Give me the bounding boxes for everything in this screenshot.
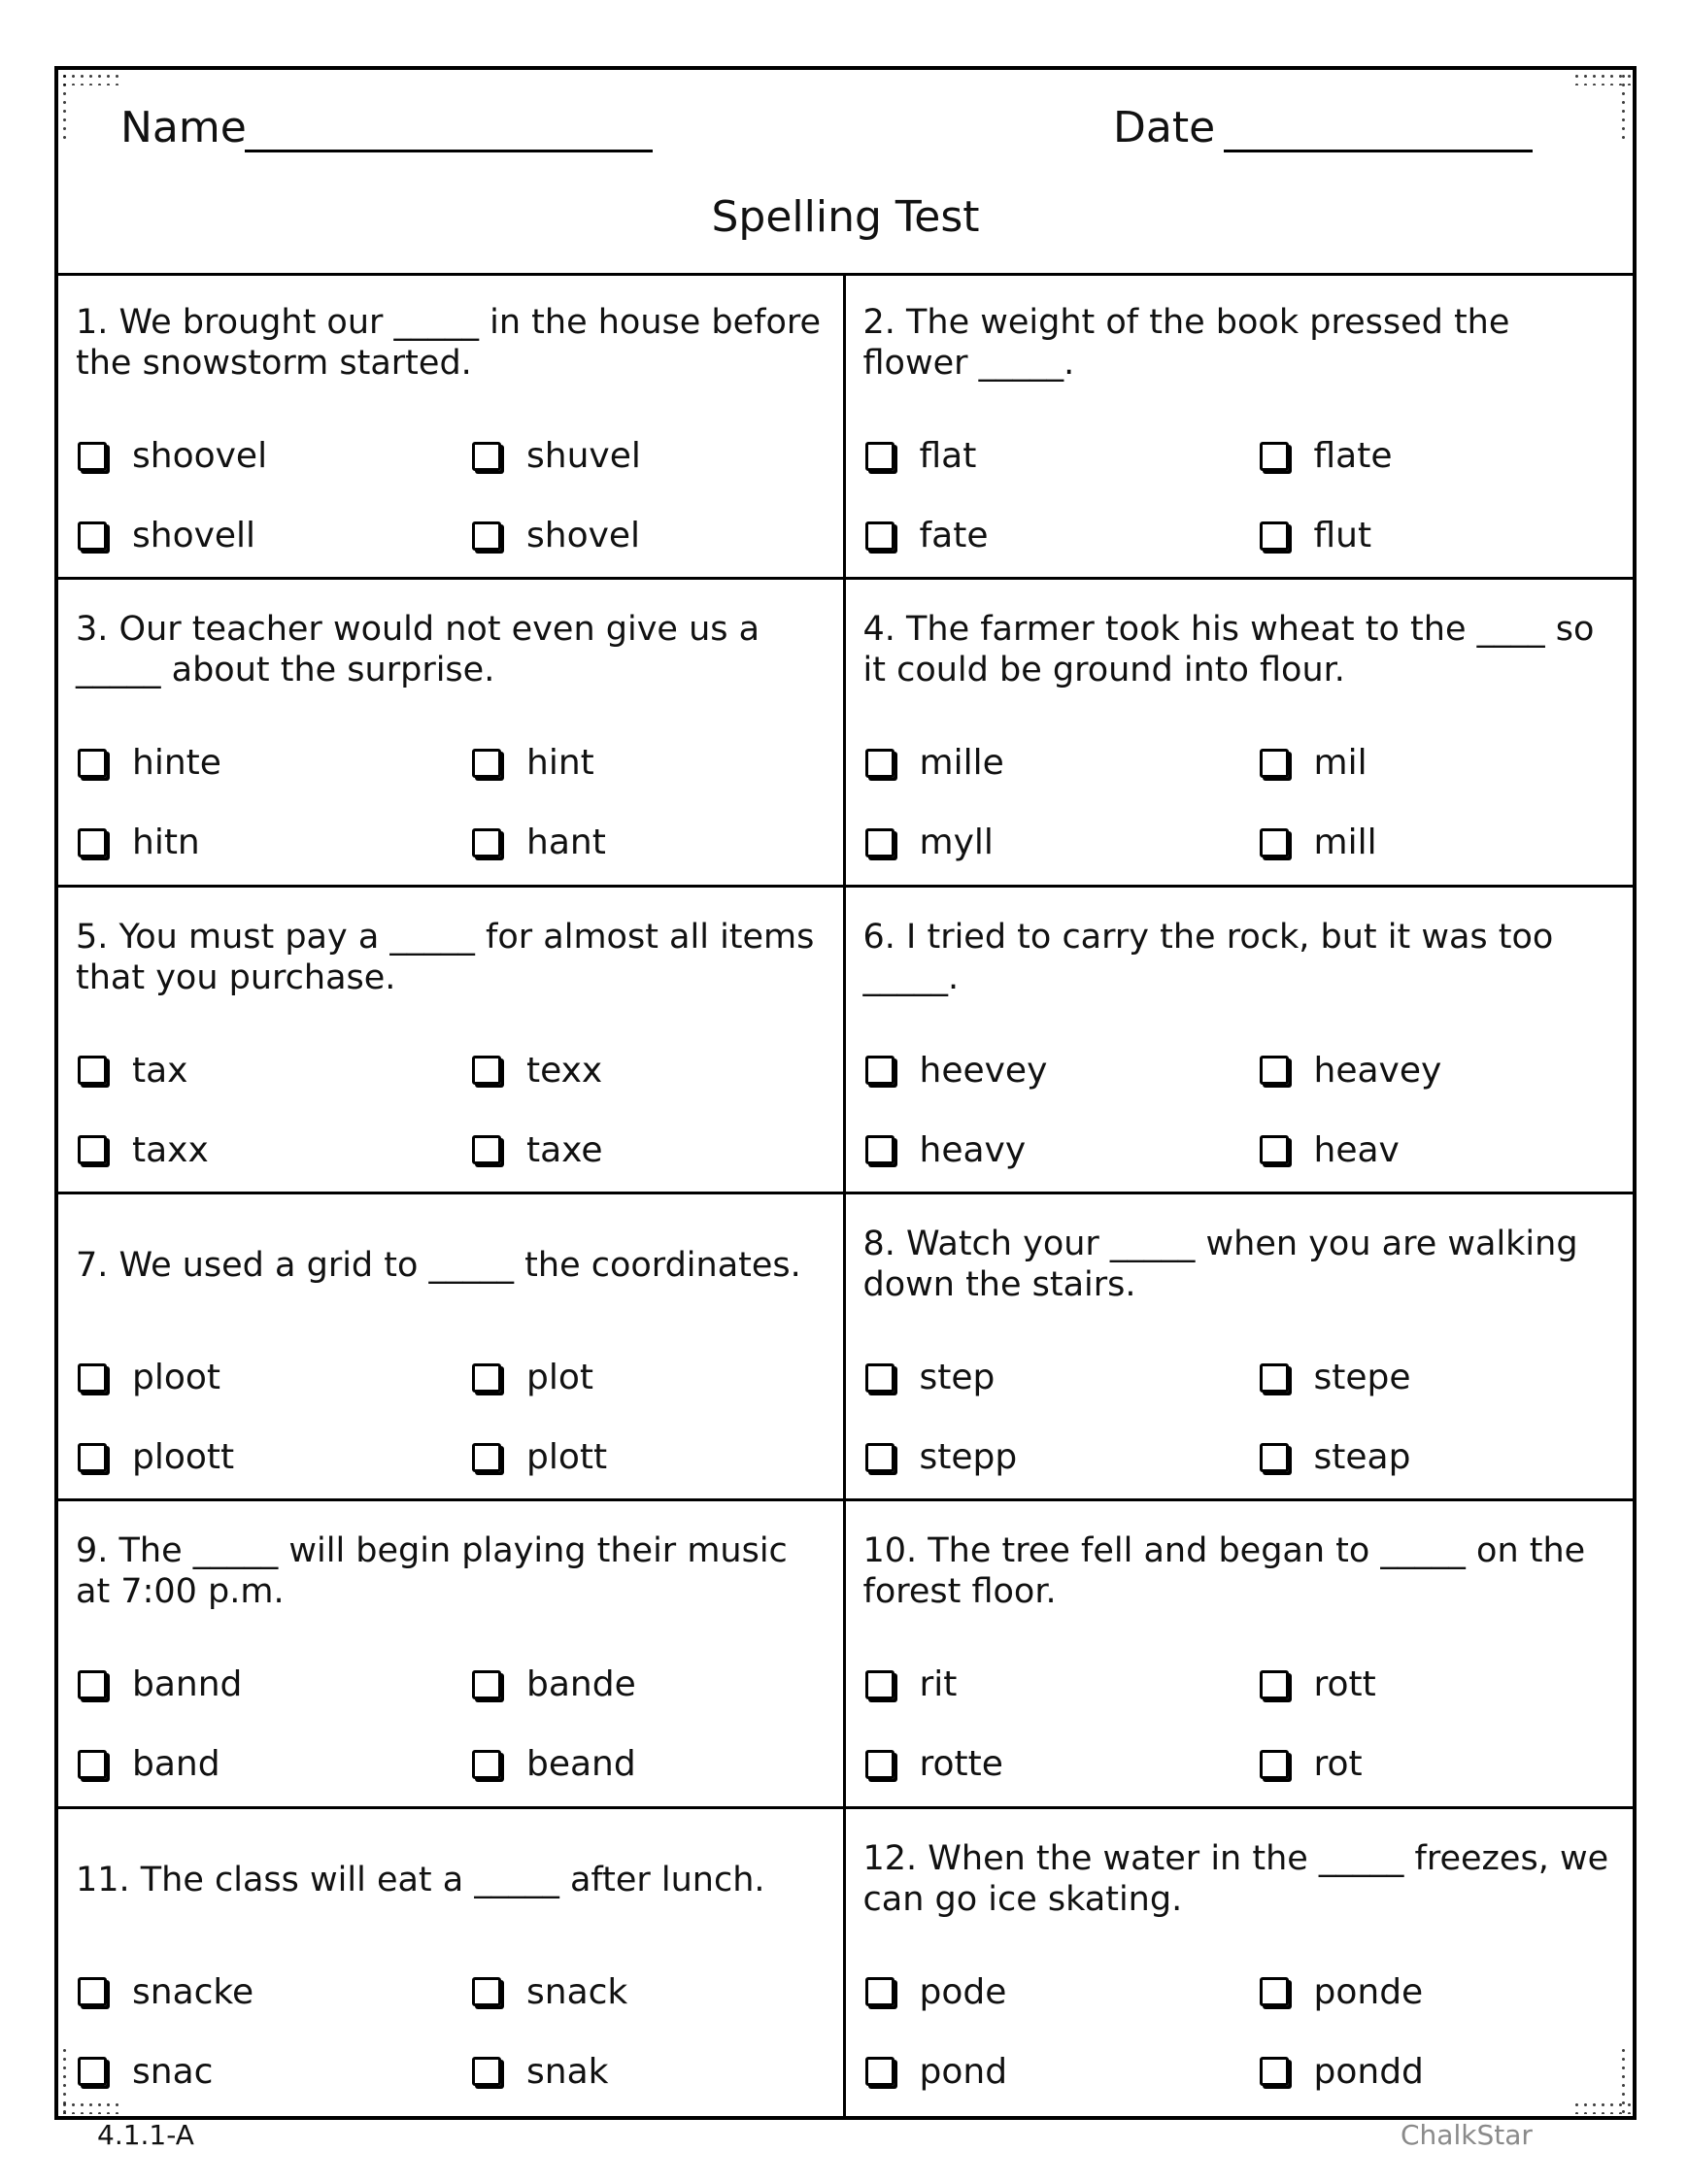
question-text: 4. The farmer took his wheat to the ____ so it could be ground into flour.	[862, 610, 1595, 690]
answer-option[interactable]	[472, 1437, 607, 1477]
answer-option[interactable]	[472, 1972, 627, 2012]
answer-option-label: steap	[1313, 1437, 1411, 1477]
answer-option[interactable]	[78, 436, 267, 476]
answer-option[interactable]	[472, 823, 606, 862]
page-title: Spelling Test	[711, 192, 980, 242]
answer-option-label: hitn	[132, 823, 200, 863]
answer-option-label: tax	[132, 1050, 188, 1091]
checkbox-icon[interactable]	[1260, 1443, 1289, 1472]
checkbox-icon[interactable]	[472, 1135, 501, 1164]
checkbox-icon[interactable]	[78, 1750, 107, 1779]
checkbox-icon[interactable]	[865, 828, 895, 857]
answer-option[interactable]	[1260, 1664, 1376, 1704]
answer-option-label: heevey	[919, 1050, 1048, 1091]
answer-option-label: ploott	[132, 1437, 235, 1477]
checkbox-icon[interactable]	[472, 2057, 501, 2086]
answer-option-label: myll	[919, 823, 994, 863]
answer-option[interactable]	[472, 1664, 636, 1704]
answer-option[interactable]	[78, 823, 200, 862]
checkbox-icon[interactable]	[1260, 1750, 1289, 1779]
answer-option[interactable]	[1260, 743, 1367, 783]
question-cell	[58, 1501, 846, 1808]
question-text: 8. Watch your _____ when you are walking down the stairs.	[862, 1225, 1578, 1304]
answer-option[interactable]	[78, 1051, 187, 1091]
answer-option-label: hant	[526, 823, 606, 863]
answer-option[interactable]	[865, 823, 994, 862]
answer-option-label: shoovel	[132, 436, 268, 476]
question-text: 12. When the water in the _____ freezes, we can go ice skating.	[862, 1838, 1609, 1919]
answer-option-label: ponde	[1313, 1971, 1424, 2012]
answer-option-label: rotte	[919, 1744, 1003, 1785]
answer-option-label: taxx	[132, 1129, 209, 1170]
answer-option[interactable]	[1260, 823, 1377, 862]
answer-option-label: snak	[526, 2051, 609, 2092]
checkbox-icon[interactable]	[78, 521, 107, 551]
answer-option-label: stepp	[919, 1437, 1018, 1477]
checkbox-icon[interactable]	[472, 1056, 501, 1085]
checkbox-icon[interactable]	[1260, 828, 1289, 857]
question-text: 5. You must pay a _____ for almost all items that you purchase.	[76, 917, 815, 997]
answer-option-label: bannd	[132, 1664, 243, 1705]
answer-option-label: ploot	[132, 1358, 221, 1397]
answer-option-label: heavey	[1313, 1050, 1442, 1091]
answer-option[interactable]	[1260, 436, 1393, 476]
answer-option[interactable]	[78, 1744, 220, 1784]
test-sheet	[54, 66, 1637, 2120]
answer-option-label: fate	[919, 516, 989, 555]
checkbox-icon[interactable]	[78, 1977, 107, 2006]
answer-option[interactable]	[1260, 1051, 1442, 1091]
answer-option-label: shovel	[526, 516, 641, 555]
question-cell	[58, 888, 846, 1194]
checkbox-icon[interactable]	[865, 521, 895, 551]
checkbox-icon[interactable]	[472, 828, 501, 857]
question-cell	[846, 888, 1634, 1194]
answer-option[interactable]	[1260, 1358, 1411, 1397]
checkbox-icon[interactable]	[78, 1670, 107, 1699]
question-cell	[58, 1809, 846, 2116]
checkbox-icon[interactable]	[865, 1135, 895, 1164]
worksheet-code: 4.1.1-A	[97, 2119, 194, 2151]
question-cell	[846, 580, 1634, 887]
checkbox-icon[interactable]	[865, 2057, 895, 2086]
checkbox-icon[interactable]	[78, 442, 107, 471]
question-cell	[58, 273, 846, 580]
checkbox-icon[interactable]	[1260, 442, 1289, 471]
question-text: 9. The _____ will begin playing their music at 7:00 p.m.	[76, 1531, 788, 1612]
answer-option-label: mil	[1313, 743, 1367, 784]
answer-option[interactable]	[1260, 1437, 1411, 1477]
checkbox-icon[interactable]	[1260, 521, 1289, 551]
checkbox-icon[interactable]	[78, 1363, 107, 1393]
answer-option-label: pondd	[1313, 2051, 1424, 2092]
answer-option-label: plott	[526, 1437, 608, 1477]
answer-option[interactable]	[865, 1664, 958, 1704]
checkbox-icon[interactable]	[472, 1443, 501, 1472]
answer-option-label: mill	[1313, 823, 1377, 863]
answer-option[interactable]	[865, 1358, 996, 1397]
question-text: 7. We used a grid to _____ the coordinates.	[76, 1246, 801, 1285]
checkbox-icon[interactable]	[1260, 1363, 1289, 1393]
checkbox-icon[interactable]	[472, 521, 501, 551]
answer-option-label: rott	[1313, 1664, 1376, 1705]
answer-option-label: pode	[919, 1971, 1007, 2012]
question-cell	[846, 1194, 1634, 1501]
answer-option[interactable]	[472, 743, 594, 783]
question-text: 11. The class will eat a _____ after lunch.	[76, 1860, 765, 1899]
checkbox-icon[interactable]	[472, 1670, 501, 1699]
answer-option-label: texx	[526, 1050, 603, 1091]
answer-option-label: snac	[132, 2051, 214, 2092]
name-label: Name	[120, 103, 247, 152]
answer-option[interactable]	[865, 1051, 1048, 1091]
answer-option-label: heav	[1313, 1129, 1400, 1170]
answer-option[interactable]	[78, 1437, 234, 1477]
brand-label: ChalkStar	[1401, 2119, 1533, 2151]
answer-option[interactable]	[1260, 1744, 1363, 1784]
checkbox-icon[interactable]	[472, 1750, 501, 1779]
checkbox-icon[interactable]	[1260, 2057, 1289, 2086]
checkbox-icon[interactable]	[78, 828, 107, 857]
checkbox-icon[interactable]	[78, 1443, 107, 1472]
checkbox-icon[interactable]	[472, 1363, 501, 1393]
question-cell	[846, 1809, 1634, 2116]
answer-option[interactable]	[472, 1358, 593, 1397]
date-label: Date	[1113, 103, 1216, 152]
checkbox-icon[interactable]	[1260, 1670, 1289, 1699]
checkbox-icon[interactable]	[1260, 1977, 1289, 2006]
answer-option-label: step	[919, 1358, 996, 1397]
answer-option-label: hint	[526, 743, 594, 784]
answer-option-label: taxe	[526, 1129, 603, 1170]
answer-option-label: rot	[1313, 1744, 1363, 1785]
answer-option[interactable]	[472, 436, 641, 476]
checkbox-icon[interactable]	[865, 1056, 895, 1085]
checkbox-icon[interactable]	[865, 442, 895, 471]
checkbox-icon[interactable]	[865, 1363, 895, 1393]
answer-option-label: heavy	[919, 1129, 1027, 1170]
question-text: 2. The weight of the book pressed the flower _____.	[862, 303, 1510, 383]
answer-option-label: shuvel	[526, 436, 641, 476]
answer-option[interactable]	[865, 1130, 1027, 1170]
checkbox-icon[interactable]	[78, 749, 107, 778]
answer-option-label: stepe	[1313, 1358, 1411, 1397]
answer-option-label: bande	[526, 1664, 636, 1705]
answer-option-label: beand	[526, 1744, 636, 1785]
answer-option-label: band	[132, 1744, 220, 1785]
checkbox-icon[interactable]	[1260, 749, 1289, 778]
answer-option[interactable]	[865, 1744, 1003, 1784]
answer-option[interactable]	[1260, 1130, 1400, 1170]
answer-option[interactable]	[472, 516, 640, 555]
answer-option[interactable]	[865, 2052, 1008, 2092]
checkbox-icon[interactable]	[1260, 1056, 1289, 1085]
question-cell	[58, 1194, 846, 1501]
checkbox-icon[interactable]	[1260, 1135, 1289, 1164]
answer-option-label: snacke	[132, 1971, 254, 2012]
checkbox-icon[interactable]	[472, 1977, 501, 2006]
question-text: 3. Our teacher would not even give us a _____ about the surprise.	[76, 610, 760, 690]
question-text: 6. I tried to carry the rock, but it was too _____.	[862, 917, 1554, 997]
checkbox-icon[interactable]	[865, 1977, 895, 2006]
checkbox-icon[interactable]	[78, 1135, 107, 1164]
answer-option-label: mille	[919, 743, 1004, 784]
answer-option[interactable]	[1260, 516, 1372, 555]
question-cell	[846, 273, 1634, 580]
answer-option[interactable]	[78, 2052, 213, 2092]
answer-option[interactable]	[78, 516, 255, 555]
answer-option-label: rit	[919, 1664, 958, 1705]
checkbox-icon[interactable]	[865, 1443, 895, 1472]
question-cell	[846, 1501, 1634, 1808]
test-header	[58, 70, 1633, 276]
checkbox-icon[interactable]	[865, 1750, 895, 1779]
answer-option[interactable]	[865, 1972, 1007, 2012]
answer-option[interactable]	[472, 1130, 603, 1170]
checkbox-icon[interactable]	[78, 1056, 107, 1085]
checkbox-icon[interactable]	[472, 749, 501, 778]
question-grid	[58, 273, 1633, 2116]
date-field[interactable]	[1224, 150, 1533, 152]
answer-option[interactable]	[78, 743, 221, 783]
answer-option[interactable]	[78, 1130, 209, 1170]
checkbox-icon[interactable]	[472, 442, 501, 471]
answer-option[interactable]	[472, 1744, 636, 1784]
answer-option-label: plot	[526, 1358, 593, 1397]
name-field[interactable]	[245, 150, 653, 152]
answer-option-label: flate	[1313, 436, 1393, 476]
answer-option[interactable]	[865, 1437, 1018, 1477]
question-text: 10. The tree fell and began to _____ on the forest floor.	[862, 1531, 1586, 1612]
answer-option-label: shovell	[132, 516, 256, 555]
question-cell	[58, 580, 846, 887]
answer-option[interactable]	[472, 2052, 608, 2092]
answer-option[interactable]	[78, 1664, 242, 1704]
checkbox-icon[interactable]	[865, 1670, 895, 1699]
answer-option[interactable]	[1260, 2052, 1424, 2092]
answer-option[interactable]	[865, 436, 977, 476]
answer-option[interactable]	[865, 743, 1004, 783]
answer-option-label: pond	[919, 2051, 1008, 2092]
answer-option[interactable]	[472, 1051, 602, 1091]
answer-option[interactable]	[865, 516, 989, 555]
answer-option-label: flat	[919, 436, 977, 476]
question-text: 1. We brought our _____ in the house before the snowstorm started.	[76, 303, 822, 383]
checkbox-icon[interactable]	[78, 2057, 107, 2086]
checkbox-icon[interactable]	[865, 749, 895, 778]
answer-option-label: hinte	[132, 743, 221, 784]
answer-option-label: snack	[526, 1971, 628, 2012]
answer-option[interactable]	[1260, 1972, 1424, 2012]
answer-option[interactable]	[78, 1972, 253, 2012]
answer-option-label: flut	[1313, 516, 1372, 555]
answer-option[interactable]	[78, 1358, 220, 1397]
